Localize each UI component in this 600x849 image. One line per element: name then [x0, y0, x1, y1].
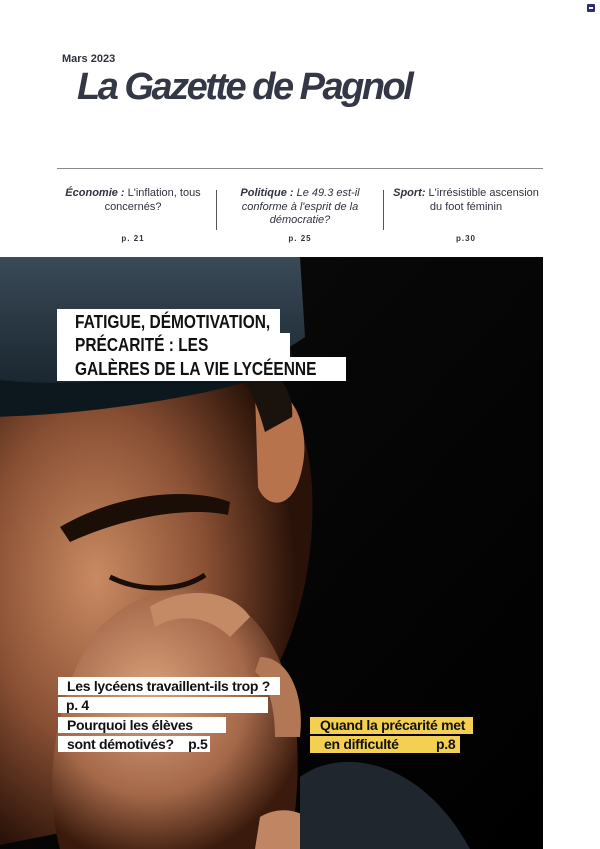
- divider: [57, 168, 543, 169]
- callout-motivation-line-1[interactable]: Pourquoi les élèves: [67, 717, 193, 733]
- headline-line-3: GALÈRES DE LA VIE LYCÉENNE: [75, 359, 317, 379]
- headline-line-1: FATIGUE, DÉMOTIVATION,: [75, 312, 271, 332]
- masthead-title: La Gazette de Pagnol: [77, 66, 412, 108]
- callout-strip: [58, 697, 268, 713]
- teaser-section: Sport:: [393, 187, 426, 199]
- teaser-sport[interactable]: [391, 187, 541, 243]
- callout-precarity-page[interactable]: p.8: [436, 736, 456, 752]
- teaser-economie[interactable]: [58, 187, 208, 243]
- teaser-page: p. 21: [121, 234, 145, 243]
- teaser-text: Le 49.3 est-il conforme à l'esprit de la démocratie?: [241, 187, 360, 226]
- teaser-page: p. 25: [288, 234, 312, 243]
- teaser-page: p.30: [455, 234, 476, 243]
- logo-icon: [587, 4, 595, 12]
- headline-line-2: PRÉCARITÉ : LES: [75, 335, 209, 355]
- callout-precarity-line-1[interactable]: Quand la précarité met: [320, 717, 466, 733]
- callout-work-question[interactable]: Les lycéens travaillent-ils trop ?: [67, 678, 270, 694]
- callout-motivation-line-2[interactable]: sont démotivés? p.5: [67, 736, 208, 752]
- teaser-text: L'irrésistible ascension du foot féminin: [425, 187, 539, 213]
- callout-work-page[interactable]: p. 4: [66, 697, 89, 713]
- teaser-section: Économie :: [65, 187, 125, 199]
- teaser-section: Politique :: [240, 187, 294, 199]
- teaser-politique[interactable]: [225, 187, 375, 243]
- issue-date: Mars 2023: [62, 53, 116, 65]
- teaser-separator: [383, 190, 384, 230]
- teaser-text: L'inflation, tous concernés?: [104, 187, 201, 213]
- teaser-separator: [216, 190, 217, 230]
- callout-precarity-line-2[interactable]: en difficulté: [324, 736, 399, 752]
